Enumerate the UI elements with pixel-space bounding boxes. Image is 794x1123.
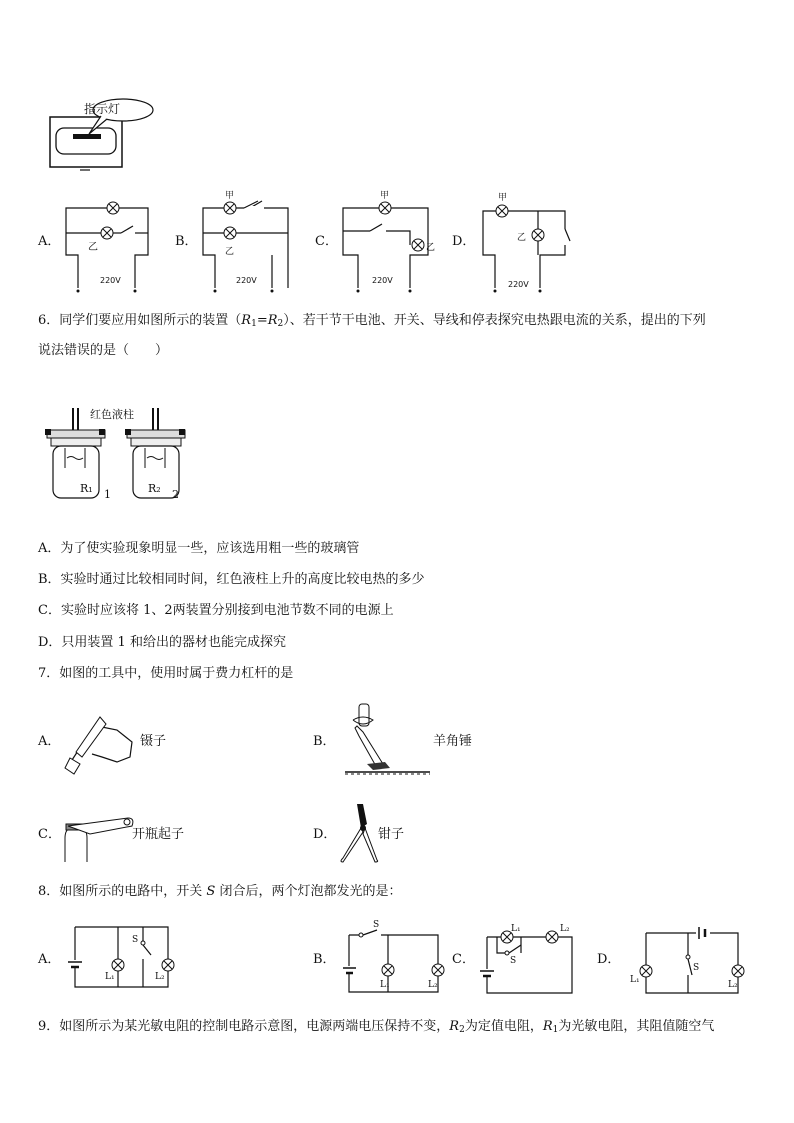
indicator-figure — [45, 100, 205, 170]
q7-option-b-name: 羊角锤 — [433, 734, 473, 749]
q7-option-b-letter: B． — [313, 734, 336, 749]
q5-b-jia: 甲 — [225, 191, 235, 201]
q5-a-yi: 乙 — [88, 242, 98, 253]
q8-d-l2: L₂ — [728, 980, 738, 990]
q7-option-d-name: 钳子 — [378, 827, 405, 842]
q8-option-a-letter: A． — [38, 952, 61, 967]
q8-a-s: S — [132, 935, 139, 945]
q8-b-s: S — [373, 920, 380, 930]
q6-label-red-column: 红色液柱 — [90, 408, 134, 421]
q7-stem: 7．如图的工具中，使用时属于费力杠杆的是 — [38, 666, 294, 681]
q5-c-yi: 乙 — [426, 243, 436, 253]
q6-label-r1: R₁ — [80, 482, 93, 495]
claw-hammer-icon — [345, 702, 435, 782]
q8-c-l1: L₁ — [511, 924, 521, 934]
q5-d-yi: 乙 — [517, 233, 527, 243]
q8-option-c-letter: C． — [452, 952, 475, 967]
q5-d-voltage: 220V — [508, 280, 529, 289]
q5-b-voltage: 220V — [236, 276, 257, 285]
q6-label-n2: 2 — [172, 488, 179, 501]
q5-option-a-letter: A． — [38, 234, 61, 249]
pliers-icon — [337, 800, 382, 865]
q8-option-b-letter: B． — [313, 952, 336, 967]
q6-option-d: D．只用装置 1 和给出的器材也能完成探究 — [38, 635, 286, 650]
indicator-callout-label: 指示灯 — [84, 102, 121, 116]
q6-option-c: C．实验时应该将 1、2两装置分别接到电池节数不同的电源上 — [38, 603, 394, 618]
q8-a-l2: L₂ — [155, 972, 165, 982]
q8-d-s: S — [693, 963, 700, 973]
q8-stem: 8．如图所示的电路中，开关 S 闭合后，两个灯泡都发光的是： — [38, 884, 402, 899]
q6-option-a: A．为了使实验现象明显一些，应该选用粗一些的玻璃管 — [38, 541, 360, 556]
q6-stem-line1: 6．同学们要应用如图所示的装置$(R_1=R_2)$、若干节干电池、开关、导线和停表探究电热跟电流的关系，提出的下列 — [38, 313, 706, 329]
q5-c-jia: 甲 — [380, 191, 390, 201]
q5-a-voltage: 220V — [100, 276, 121, 285]
q9-stem: 9．如图所示为某光敏电阻的控制电路示意图，电源两端电压保持不变，$R_2$为定值电阻，$R_1$为光敏电阻，其阻值随空气 — [38, 1019, 715, 1035]
q8-circuit-c — [477, 925, 577, 995]
q7-option-a-name: 镊子 — [140, 734, 167, 749]
q7-option-c-letter: C． — [38, 827, 61, 842]
q8-a-l1: L₁ — [105, 972, 115, 982]
q5-option-b-letter: B． — [175, 234, 198, 249]
q8-c-s: S — [510, 956, 517, 966]
q8-option-d-letter: D． — [597, 952, 621, 967]
q6-label-r2: R₂ — [148, 482, 161, 495]
q5-b-yi: 乙 — [225, 247, 235, 257]
q8-b-l1: L₁ — [380, 980, 390, 990]
tweezers-hand-icon — [62, 712, 137, 777]
q6-stem-line2: 说法错误的是（ ） — [38, 343, 169, 358]
q5-c-voltage: 220V — [372, 276, 393, 285]
q6-option-b: B．实验时通过比较相同时间，红色液柱上升的高度比较电热的多少 — [38, 572, 425, 587]
q5-option-d-letter: D． — [452, 234, 476, 249]
q6-label-n1: 1 — [104, 488, 111, 501]
q5-circuit-d — [480, 193, 580, 293]
q8-c-l2: L₂ — [560, 924, 570, 934]
q7-option-a-letter: A． — [38, 734, 61, 749]
bottle-opener-icon — [60, 810, 140, 865]
q5-option-c-letter: C． — [315, 234, 338, 249]
q7-option-d-letter: D． — [313, 827, 337, 842]
q5-d-jia: 甲 — [498, 193, 508, 203]
q8-b-l2: L₂ — [428, 980, 438, 990]
q8-d-l1: L₁ — [630, 975, 640, 985]
q7-option-c-name: 开瓶起子 — [132, 827, 185, 842]
